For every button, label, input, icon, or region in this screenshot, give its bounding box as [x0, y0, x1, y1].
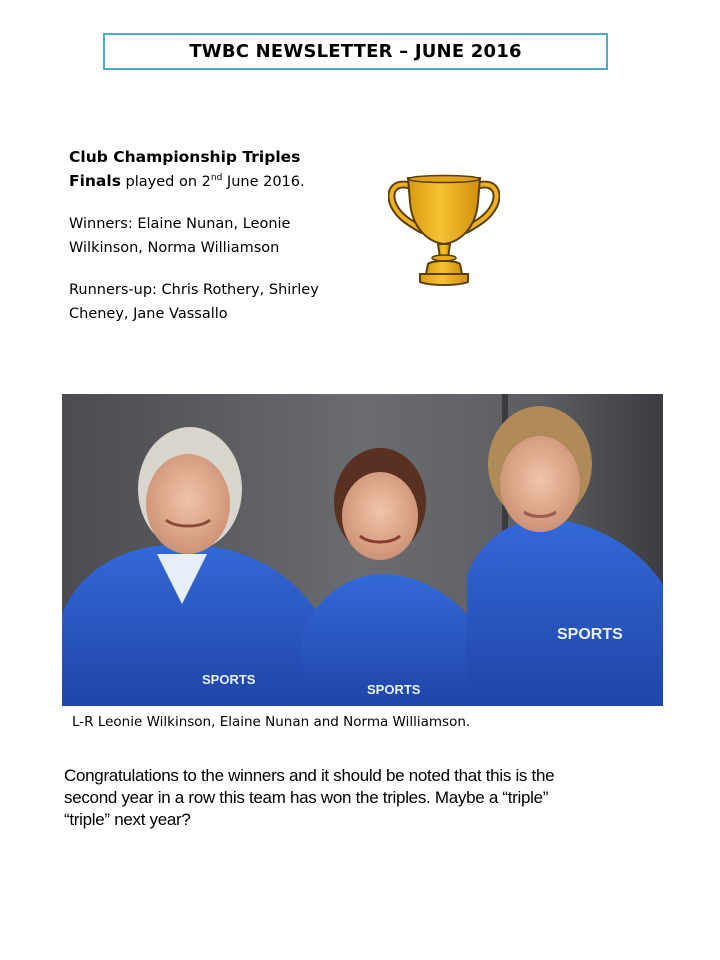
team-photo — [62, 394, 663, 706]
finals-line — [69, 169, 369, 194]
championship-heading — [69, 145, 369, 169]
congrats-line-2: second year in a row this team has won the triples. Maybe a “triple” — [64, 788, 549, 807]
finals-text-before: played on 2 — [120, 174, 211, 190]
winners-line-2: Wilkinson, Norma Williamson — [69, 240, 280, 256]
finals-bold: Finals — [69, 172, 121, 190]
championship-block — [69, 145, 369, 326]
congrats-line-1: Congratulations to the winners and it should be noted that this is the — [64, 766, 555, 785]
newsletter-title: TWBC NEWSLETTER – JUNE 2016 — [189, 41, 522, 62]
shirt-text-right: SPORTS — [557, 626, 623, 643]
finals-sup: nd — [210, 173, 223, 183]
congrats-line-3: “triple” next year? — [64, 810, 191, 829]
congratulations-paragraph — [64, 765, 664, 831]
runners-up-line-1: Runners-up: Chris Rothery, Shirley — [69, 282, 319, 298]
photo-caption: L-R Leonie Wilkinson, Elaine Nunan and Norma Williamson. — [72, 714, 471, 730]
newsletter-title-box — [103, 33, 608, 70]
shirt-text-middle: SPORTS — [367, 682, 421, 697]
championship-heading-text: Club Championship Triples — [69, 148, 301, 166]
runners-up-line-2: Cheney, Jane Vassallo — [69, 306, 228, 322]
winners-line-1: Winners: Elaine Nunan, Leonie — [69, 216, 291, 232]
trophy-icon — [388, 172, 500, 288]
finals-text-after: June 2016. — [222, 174, 305, 190]
shirt-text-left: SPORTS — [202, 672, 256, 687]
